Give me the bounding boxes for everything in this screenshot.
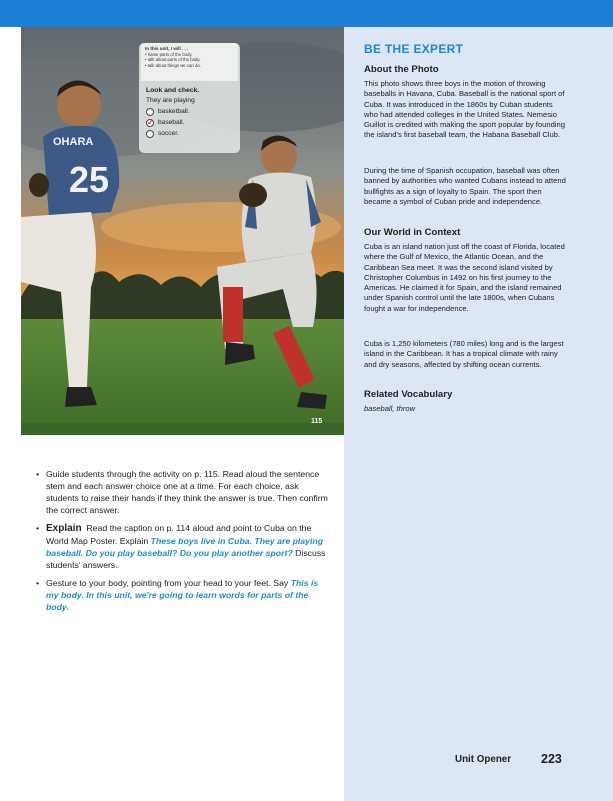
teaching-notes <box>36 468 332 619</box>
radio-circle-icon[interactable] <box>146 108 154 116</box>
answer-choice-soccer[interactable] <box>146 128 238 139</box>
note-text: Gesture to your body, pointing from your head to your feet. Say <box>46 578 289 588</box>
related-vocabulary-heading: Related Vocabulary <box>364 389 453 400</box>
photo-page-number: 115 <box>311 418 323 425</box>
teaching-note-item <box>36 577 332 613</box>
goal-item: • talk about parts of the body. <box>145 57 234 63</box>
look-and-check-activity <box>146 86 238 139</box>
world-context-paragraph-2: Cuba is 1,250 kilometers (780 miles) long and is the largest island in the Caribbean. It has a tropical climate with rainy and dry seasons, affected by shifting ocean currents. <box>364 339 564 369</box>
note-text: Guide students through the activity on p. 115. Read aloud the sentence stem and each answer choice one at a time. For each choice, ask students to raise their hands if they think the answer is true. Then confirm the correct answer. <box>46 469 328 515</box>
teaching-note-item <box>36 522 332 571</box>
about-photo-paragraph-1: This photo shows three boys in the motion of throwing baseballs in Havana, Cuba. Baseball is the national sport of Cuba. It was introduced in the 1860s by Cuban students who had attended colleges in the United States. Nemesio Guillot is credited with making the sport popular by founding the island's first baseball team, the Habana Baseball Club. <box>364 79 565 140</box>
jersey-name: OHARA <box>53 136 94 148</box>
teacher-say-text: This is my body. In this unit, we're going to learn words for parts of the body. <box>46 578 319 612</box>
unit-goals-list <box>145 52 234 69</box>
related-vocabulary-words: baseball, throw <box>364 404 416 413</box>
goal-item: • talk about things we can do. <box>145 63 234 69</box>
teaching-note-item <box>36 468 332 516</box>
be-the-expert-title: BE THE EXPERT <box>364 42 464 56</box>
page-number: 223 <box>541 752 562 766</box>
choice-label: soccer. <box>158 130 179 137</box>
goal-item: • name parts of the body. <box>145 52 234 58</box>
note-keyword: Explain <box>46 523 82 534</box>
world-context-paragraph-1: Cuba is an island nation just off the coast of Florida, located where the Gulf of Mexico, the Atlantic Ocean, and the Caribbean Sea meet. It was the second island visited by Christopher Columbus in 1492 on his first journey to the Americas. He claimed it for Spain, and the island remained under Spanish control until the late 1800s, when Cubans fought a war for independence. <box>364 242 565 313</box>
top-banner <box>0 0 613 27</box>
activity-title: Look and check. <box>146 87 200 94</box>
checked-radio-icon[interactable] <box>146 119 154 127</box>
answer-choice-basketball[interactable] <box>146 106 238 117</box>
section-label: Unit Opener <box>455 754 512 765</box>
choice-label: baseball. <box>158 119 185 126</box>
sentence-stem: They are playing <box>146 97 195 104</box>
about-photo-paragraph-2: During the time of Spanish occupation, baseball was often banned by authorities who wanted Cubans instead to attend bullfights as a sign of loyalty to Spain. The sport then became a symbol of Cuban pride and independence. <box>364 166 566 206</box>
note-text: Read the caption on p. 114 aloud and point to Cuba on the World Map Poster. Explain <box>46 523 312 546</box>
about-photo-heading: About the Photo <box>364 64 439 75</box>
radio-circle-icon[interactable] <box>146 130 154 138</box>
note-text: Discuss students' answers. <box>46 548 326 570</box>
answer-choice-baseball[interactable] <box>146 117 238 128</box>
choice-label: basketball. <box>158 108 190 115</box>
jersey-number: 25 <box>69 159 110 200</box>
world-context-heading: Our World in Context <box>364 227 461 238</box>
teacher-say-text: These boys live in Cuba. They are playing baseball. Do you play baseball? Do you play another sport? <box>46 536 323 558</box>
unit-goals-box <box>141 43 238 81</box>
unit-goals-intro: In this unit, I will . . . <box>145 46 189 51</box>
